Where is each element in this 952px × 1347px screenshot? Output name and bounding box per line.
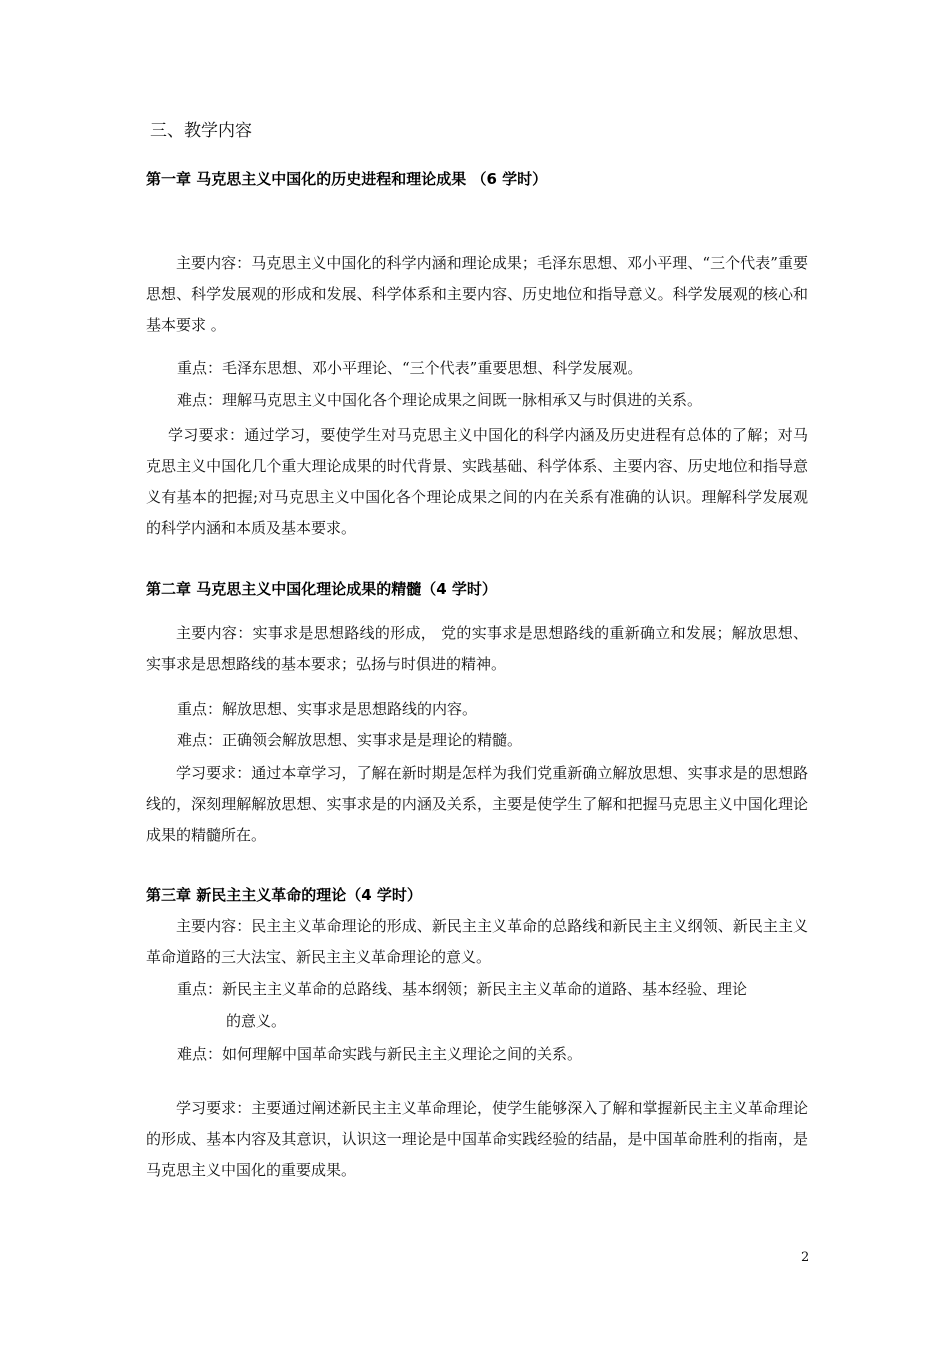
page-number: 2 (801, 1250, 810, 1265)
chapter-1-requirements: 学习要求：通过学习，要使学生对马克思主义中国化的科学内涵及历史进程有总体的了解；对马克思主义中国化几个重大理论成果的时代背景、实践基础、科学体系、主要内容、历史地位和指导意义有基本的把握;对马克思主义中国化各个理论成果之间的内在关系有准确的认识。理解科学发展观的科学内涵和本质及基本要求。 (146, 426, 808, 537)
chapter-3-key-points-line-1: 重点：新民主主义革命的总路线、基本纲领；新民主主义革命的道路、基本经验、理论 (177, 980, 748, 998)
chapter-2-difficulties: 难点：正确领会解放思想、实事求是是理论的精髓。 (177, 731, 523, 749)
chapter-3-difficulties: 难点：如何理解中国革命实践与新民主主义理论之间的关系。 (177, 1045, 583, 1063)
chapter-3-requirements: 学习要求：主要通过阐述新民主主义革命理论，使学生能够深入了解和掌握新民主主义革命理论的形成、基本内容及其意识，认识这一理论是中国革命实践经验的结晶，是中国革命胜利的指南，是马克思主义中国化的重要成果。 (146, 1099, 808, 1179)
chapter-2-main-content: 主要内容：实事求是思想路线的形成， 党的实事求是思想路线的重新确立和发展；解放思想、实事求是思想路线的基本要求；弘扬与时俱进的精神。 (146, 624, 808, 673)
chapter-3-key-points-line-2: 的意义。 (226, 1012, 287, 1030)
chapter-2-requirements: 学习要求：通过本章学习，了解在新时期是怎样为我们党重新确立解放思想、实事求是的思想路线的，深刻理解解放思想、实事求是的内涵及关系，主要是使学生了解和把握马克思主义中国化理论成果的精髓所在。 (146, 764, 808, 844)
chapter-2-title: 第二章 马克思主义中国化理论成果的精髓（4 学时） (146, 580, 497, 598)
chapter-2-key-points: 重点：解放思想、实事求是思想路线的内容。 (177, 700, 478, 718)
section-title: 三、教学内容 (150, 121, 252, 141)
chapter-3-title: 第三章 新民主主义革命的理论（4 学时） (146, 886, 422, 904)
chapter-3-main-content: 主要内容：民主主义革命理论的形成、新民主主义革命的总路线和新民主主义纲领、新民主主义革命道路的三大法宝、新民主主义革命理论的意义。 (146, 917, 808, 966)
chapter-1-title: 第一章 马克思主义中国化的历史进程和理论成果 （6 学时） (146, 170, 548, 188)
chapter-1-difficulties: 难点：理解马克思主义中国化各个理论成果之间既一脉相承又与时俱进的关系。 (177, 391, 703, 409)
chapter-1-key-points: 重点：毛泽东思想、邓小平理论、“三个代表”重要思想、科学发展观。 (177, 359, 643, 377)
chapter-1-main-content: 主要内容：马克思主义中国化的科学内涵和理论成果；毛泽东思想、邓小平理、“三个代表”重要思想、科学发展观的形成和发展、科学体系和主要内容、历史地位和指导意义。科学发展观的核心和基本要求 。 (146, 254, 808, 334)
